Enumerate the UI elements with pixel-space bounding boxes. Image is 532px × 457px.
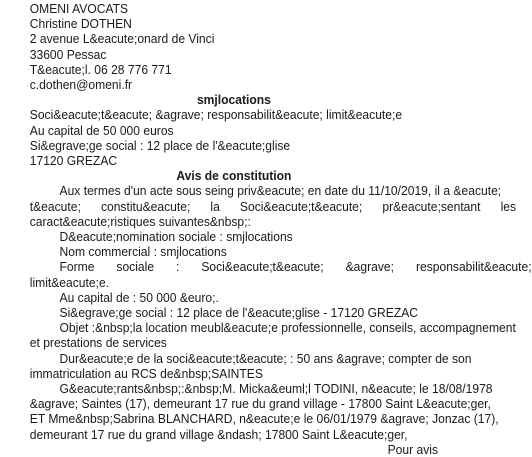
lawyer-name: Christine DOTHEN (29, 16, 132, 32)
object-line-1: Objet :&nbsp;la location meubl&eacute;e professionnelle, conseils, accompagnement (59, 320, 516, 336)
commercial-name: Nom commercial : smjlocations (59, 244, 227, 260)
company-seat: Si&egrave;ge social : 12 place de l'&eacute;glise (29, 137, 291, 153)
intro-line-3: caract&eacute;ristiques suivantes&nbsp;: (29, 213, 251, 229)
company-form: Soci&eacute;t&eacute; &agrave; responsabilit&eacute; limit&eacute;e (29, 107, 403, 123)
managers-line-3: ET Mme&nbsp;Sabrina BLANCHARD, n&eacute;e le 06/01/1979 &agrave; Jonzac (17), (29, 411, 499, 427)
firm-phone: T&eacute;l. 06 28 776 771 (29, 61, 172, 77)
legal-form-line-1: Forme sociale : Soci&eacute;t&eacute; &agrave; responsabilit&eacute; (59, 259, 532, 275)
firm-name: OMENI AVOCATS (29, 1, 129, 16)
duration-line-2: immatriculation au RCS de&nbsp;SAINTES (29, 365, 263, 381)
object-line-2: et prestations de services (29, 335, 167, 351)
managers-line-4: demeurant 17 rue du grand village &ndash; 17800 Saint L&eacute;ger, (29, 426, 408, 442)
notice-title: Avis de constitution (176, 168, 292, 184)
legal-form-line-2: limit&eacute;e. (29, 274, 110, 290)
duration-line-1: Dur&eacute;e de la soci&eacute;t&eacute; : 50 ans &agrave; compter de son (59, 350, 472, 366)
intro-line-1: Aux termes d'un acte sous seing priv&eacute; en date du 11/10/2019, il a &eacute; (59, 183, 502, 199)
registered-office: Si&egrave;ge social : 12 place de l'&eacute;glise - 17120 GREZAC (59, 305, 419, 321)
company-seat-city: 17120 GREZAC (29, 153, 118, 169)
denomination: D&eacute;nomination sociale : smjlocations (59, 229, 293, 245)
company-capital: Au capital de 50 000 euros (29, 122, 174, 138)
firm-email: c.dothen@omeni.fr (29, 77, 133, 93)
firm-address: 2 avenue L&eacute;onard de Vinci (29, 31, 215, 47)
managers-line-2: &agrave; Saintes (17), demeurant 17 rue du grand village - 17800 Saint L&eacute;ger, (29, 396, 491, 412)
signature-line: Pour avis (387, 441, 439, 457)
firm-city: 33600 Pessac (29, 46, 107, 62)
company-name: smjlocations (196, 92, 271, 108)
managers-line-1: G&eacute;rants&nbsp;:&nbsp;M. Micka&euml;l TODINI, n&eacute; le 18/08/1978 (59, 381, 493, 397)
intro-line-2: t&eacute; constitu&eacute; la Soci&eacute;t&eacute; pr&eacute;sentant les (29, 198, 517, 214)
share-capital: Au capital de : 50 000 &euro;. (59, 289, 219, 305)
